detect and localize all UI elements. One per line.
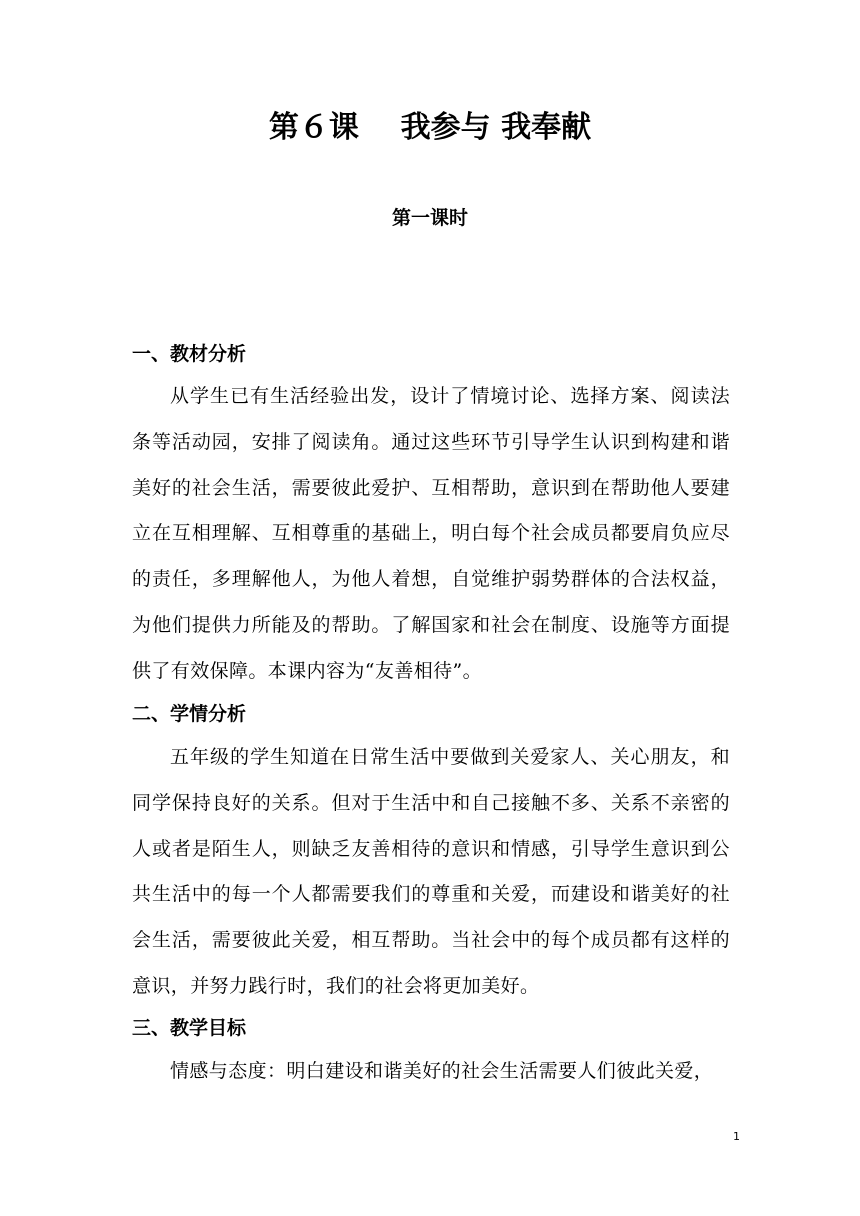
section-heading-teaching-goals: 三、教学目标 <box>132 1017 247 1039</box>
section-paragraph-textbook-analysis: 从学生已有生活经验出发，设计了情境讨论、选择方案、阅读法条等活动园，安排了阅读角。通过这些环节引导学生认识到构建和谐美好的社会生活，需要彼此爱护、互相帮助，意识到在帮助他人要建立在互相理解、互相尊重的基础上，明白每个社会成员都要肩负应尽的责任，多理解他人，为他人着想，自觉维护弱势群体的合法权益，为他们提供力所能及的帮助。了解国家和社会在制度、设施等方面提供了有效保障。本课内容为“友善相待”。 <box>132 385 730 682</box>
lesson-subtitle: 第一课时 <box>391 207 468 229</box>
lesson-title: 第６课 我参与 我奉献 <box>268 110 592 145</box>
section-heading-learner-analysis: 二、学情分析 <box>132 703 247 725</box>
section-paragraph-teaching-goals: 情感与态度：明白建设和谐美好的社会生活需要人们彼此关爱， <box>170 1060 714 1082</box>
page-number: 1 <box>733 1130 740 1143</box>
section-paragraph-learner-analysis: 五年级的学生知道在日常生活中要做到关爱家人、关心朋友，和同学保持良好的关系。但对于生活中和自己接触不多、关系不亲密的人或者是陌生人，则缺乏友善相待的意识和情感，引导学生意识到公共生活中的每一个人都需要我们的尊重和关爱，而建设和谐美好的社会生活，需要彼此关爱，相互帮助。当社会中的每个成员都有这样的意识，并努力践行时，我们的社会将更加美好。 <box>132 746 730 997</box>
section-heading-textbook-analysis: 一、教材分析 <box>132 343 247 365</box>
